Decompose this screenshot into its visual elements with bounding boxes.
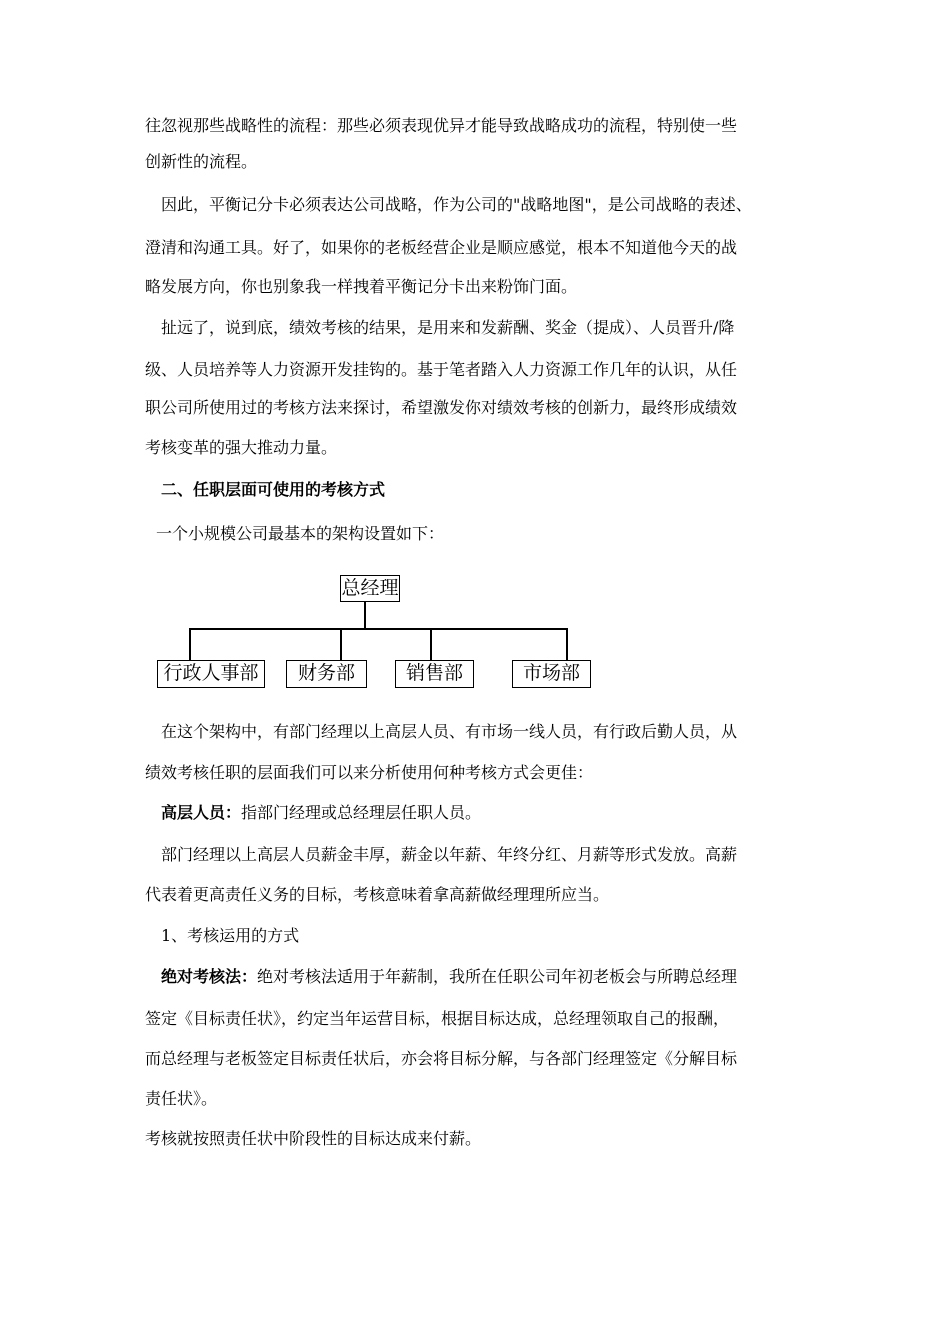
- section-heading: 二、任职层面可使用的考核方式: [161, 480, 386, 499]
- term-label: 绝对考核法：: [161, 967, 258, 986]
- paragraph-line: 略发展方向，你也别象我一样拽着平衡记分卡出来粉饰门面。: [145, 277, 578, 296]
- org-connector: [364, 602, 366, 628]
- paragraph-line: [161, 967, 737, 987]
- paragraph-line: [161, 803, 481, 823]
- paragraph-line: 考核就按照责任状中阶段性的目标达成来付薪。: [145, 1129, 482, 1148]
- org-box-sales: 销售部: [395, 660, 474, 688]
- org-connector: [189, 628, 191, 660]
- paragraph-line: 级、人员培养等人力资源开发挂钩的。基于笔者踏入人力资源工作几年的认识，从任: [145, 360, 738, 379]
- paragraph-line: 考核变革的强大推动力量。: [145, 438, 338, 457]
- paragraph-line: 而总经理与老板签定目标责任状后，亦会将目标分解，与各部门经理签定《分解目标: [145, 1049, 738, 1068]
- paragraph-line: 创新性的流程。: [145, 152, 258, 171]
- paragraph-line: 签定《目标责任状》，约定当年运营目标，根据目标达成，总经理领取自己的报酬，: [145, 1009, 730, 1028]
- paragraph-line: 绩效考核任职的层面我们可以来分析使用何种考核方式会更佳：: [145, 763, 594, 782]
- paragraph-line: 部门经理以上高层人员薪金丰厚，薪金以年薪、年终分红、月薪等形式发放。高薪: [161, 845, 738, 864]
- paragraph-line: 往忽视那些战略性的流程：那些必须表现优异才能导致战略成功的流程，特别使一些: [145, 116, 738, 135]
- subheading: 1、考核运用的方式: [161, 926, 300, 945]
- org-connector: [340, 628, 342, 660]
- term-definition: 指部门经理或总经理层任职人员。: [241, 803, 482, 822]
- term-label: 高层人员：: [161, 803, 242, 822]
- paragraph-line: 在这个架构中，有部门经理以上高层人员、有市场一线人员，有行政后勤人员，从: [161, 722, 738, 741]
- org-box-marketing: 市场部: [512, 660, 591, 688]
- org-box-admin-hr: 行政人事部: [157, 660, 265, 688]
- paragraph-line: 扯远了，说到底，绩效考核的结果，是用来和发薪酬、奖金（提成）、人员晋升/降: [161, 318, 735, 337]
- paragraph-line: 职公司所使用过的考核方法来探讨，希望激发你对绩效考核的创新力，最终形成绩效: [145, 398, 738, 417]
- term-definition: 绝对考核法适用于年薪制，我所在任职公司年初老板会与所聘总经理: [257, 967, 738, 986]
- org-box-finance: 财务部: [286, 660, 367, 688]
- paragraph-line: 因此，平衡记分卡必须表达公司战略，作为公司的"战略地图"，是公司战略的表述、: [161, 195, 752, 214]
- org-connector: [189, 628, 567, 630]
- org-box-general-manager: 总经理: [340, 575, 400, 602]
- org-connector: [566, 628, 568, 660]
- paragraph-line: 责任状》。: [145, 1089, 218, 1108]
- paragraph-line: 澄清和沟通工具。好了，如果你的老板经营企业是顺应感觉，根本不知道他今天的战: [145, 238, 738, 257]
- paragraph-line: 一个小规模公司最基本的架构设置如下：: [156, 524, 445, 543]
- paragraph-line: 代表着更高责任义务的目标，考核意味着拿高薪做经理理所应当。: [145, 885, 610, 904]
- org-connector: [430, 628, 432, 660]
